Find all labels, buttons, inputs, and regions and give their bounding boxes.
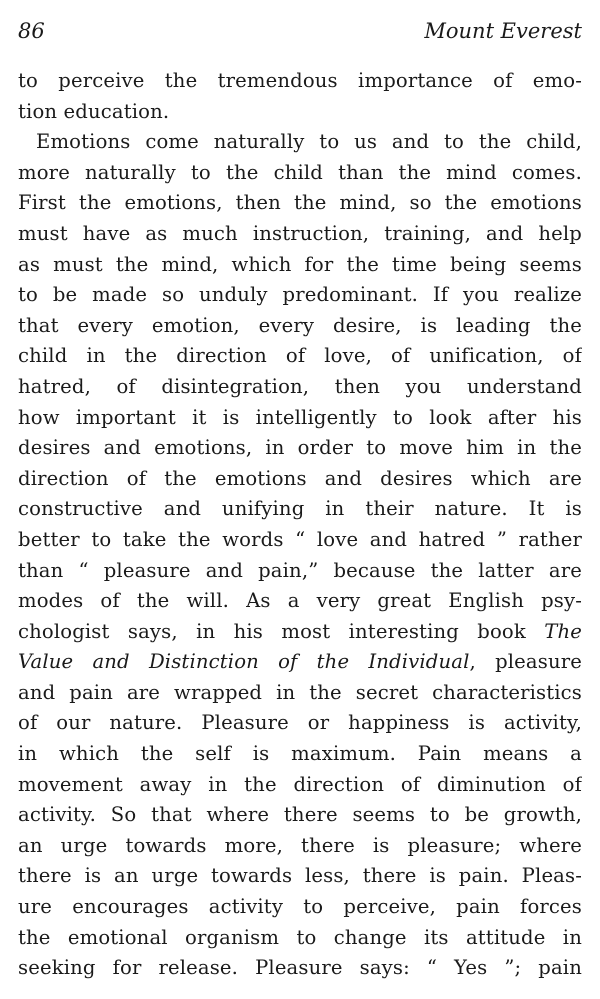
book-title-fragment: The [544,619,582,643]
text-line: First the emotions, then the mind, so the emotions [18,191,582,215]
text-line: than “ pleasure and pain,” because the latter are [18,558,582,582]
text-line: ure encourages activity to perceive, pain forces [18,895,582,919]
text-line: to be made so unduly predominant. If you realize [18,283,582,307]
text-line: movement away in the direction of diminution of [18,772,582,796]
running-head-title: Mount Everest [424,19,582,43]
book-title-fragment: Value and Distinction of the Individual [18,650,470,674]
text-line: tion education. [18,99,170,123]
text-line: in which the self is maximum. Pain means a [18,742,582,766]
text-line: better to take the words “ love and hatred ” rather [18,527,582,551]
text-line: an urge towards more, there is pleasure; where [18,833,582,857]
text-line: that every emotion, every desire, is leading the [18,313,582,337]
text-line: constructive and unifying in their nature. It is [18,497,582,521]
text-line: to perceive the tremendous importance of emo- [18,69,582,92]
page-number: 86 [18,19,45,43]
text-line: must have as much instruction, training, and help [18,221,582,245]
text-line: direction of the emotions and desires which are [18,466,582,490]
text-line: activity. So that where there seems to be growth, [18,803,582,827]
text-line: hatred, of disintegration, then you understand [18,374,582,398]
text-line-with-title [18,617,582,648]
text-fragment: , pleasure [469,650,582,674]
text-line: as must the mind, which for the time being seems [18,252,582,276]
text-line: how important it is intelligently to look after his [18,405,582,429]
text-line: there is an urge towards less, there is pain. Pleas- [18,864,582,888]
text-line: modes of the will. As a very great English psy- [18,589,582,613]
text-line-with-title [18,647,582,678]
text-line: child in the direction of love, of unification, of [18,344,582,368]
text-line: desires and emotions, in order to move him in the [18,436,582,460]
text-line: and pain are wrapped in the secret characteristics [18,680,582,704]
body-text [18,66,582,984]
page-header [18,16,582,46]
text-line: more naturally to the child than the mind comes. [18,160,582,184]
text-line: seeking for release. Pleasure says: “ Yes ”; pain [18,956,582,980]
text-line: Emotions come naturally to us and to the child, [36,130,582,154]
text-line: of our nature. Pleasure or happiness is activity, [18,711,582,735]
text-fragment: chologist says, in his most interesting book [18,619,545,643]
text-line: the emotional organism to change its attitude in [18,925,582,949]
